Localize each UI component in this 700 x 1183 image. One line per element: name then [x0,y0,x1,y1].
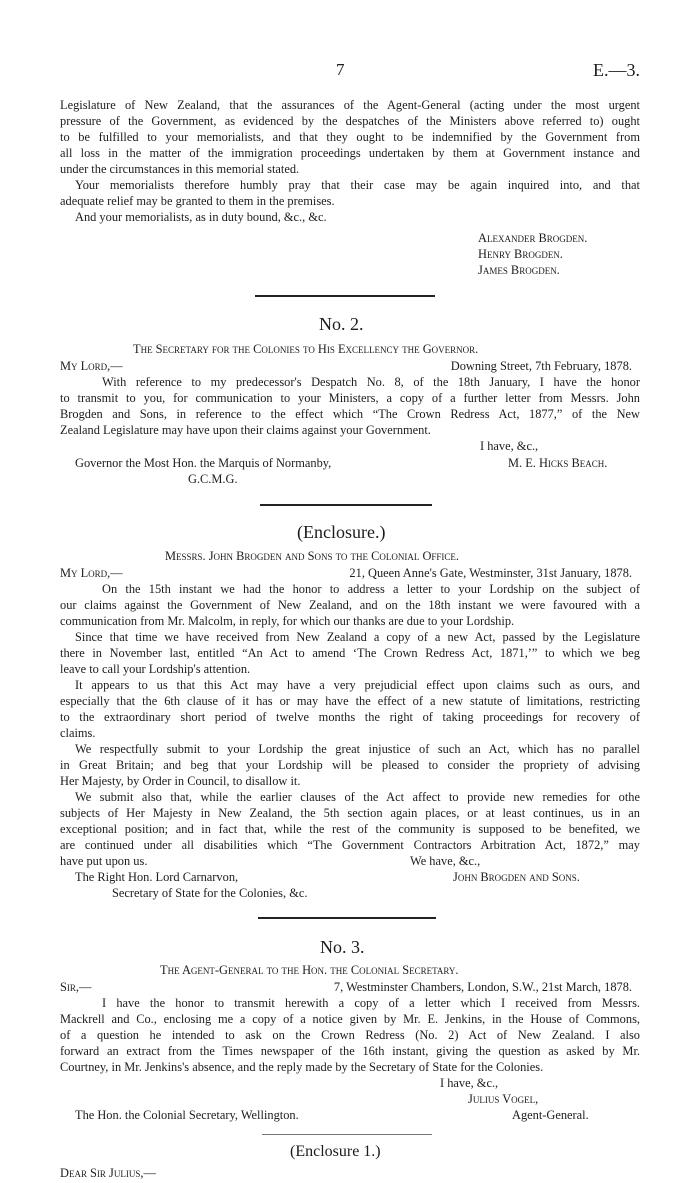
letter-line: forward an extract from the Times newspaper of the 16th instant, giving the question as asked by Mr. [60,1044,640,1058]
section-heading-enclosure: (Enclosure.) [297,522,386,542]
letter-line: I have the honor to transmit herewith a copy of a letter which I received from Messrs. [102,996,640,1010]
letter-line: Courtney, in Mr. Jenkins's absence, and the reply made by the Secretary of State for the Colonies. [60,1060,544,1074]
memorial-line: all loss in the matter of the immigration proceedings undertaken by them at Government instance and [60,146,640,160]
letter-line: With reference to my predecessor's Despatch No. 8, of the 18th January, I have the honor [102,375,640,389]
letter-line: Zealand Legislature may have upon their claims against your Government. [60,423,431,437]
memorial-line: under the circumstances in this memorial stated. [60,162,300,176]
section-divider [258,917,436,919]
signature: John Brogden and Sons. [453,870,580,884]
letter-line: leave to call your Lordship's attention. [60,662,251,676]
salutation: My Lord,— [60,566,123,580]
letter-subheading: The Secretary for the Colonies to His Excellency the Governor. [133,342,479,356]
memorial-line: pressure of the Government, as evidenced by the despatches of the Ministers above referred to) ought [60,114,640,128]
signatory: Henry Brogden. [478,247,563,261]
letter-line: Her Majesty, by Order in Council, to disallow it. [60,774,301,788]
closing: We have, &c., [410,854,481,868]
addressee: The Hon. the Colonial Secretary, Wellington. [75,1108,299,1122]
section-heading-no3: No. 3. [320,937,365,957]
letter-line: claims. [60,726,96,740]
letter-line: there in November last, entitled “An Act to amend ‘The Crown Redress Act, 1871,’” to which we beg [60,646,640,660]
signature: M. E. Hicks Beach. [508,456,608,470]
signatory: James Brogden. [478,263,560,277]
letter-line: Mackrell and Co., enclosing me a copy of a notice given by Mr. E. Jenkins, in the House of Commons, [60,1012,640,1026]
dateline: 7, Westminster Chambers, London, S.W., 21st March, 1878. [333,980,632,994]
letter-line: to the extraordinary short period of twelve months the right of taking proceedings for recovery of [60,710,640,724]
letter-line: of a question he intended to ask on the Crown Redress (No. 2) Act of New Zealand. I also [60,1028,640,1042]
signer-title: Agent-General. [512,1108,589,1122]
letter-line: have put upon us. [60,854,148,868]
addressee-title: Secretary of State for the Colonies, &c. [112,886,308,900]
letter-subheading: Messrs. John Brogden and Sons to the Colonial Office. [165,549,460,563]
letter-line: We submit also that, while the earlier clauses of the Act affect to provide new remedies for othe [75,790,640,804]
addressee-title: G.C.M.G. [188,472,238,486]
section-heading-enclosure-1: (Enclosure 1.) [290,1143,381,1160]
memorial-line: adequate relief may be granted to them in the premises. [60,194,335,208]
letter-line: especially that the 6th clause of it has or may have the effect of a new statute of limitations, restricting [60,694,640,708]
section-divider [255,295,435,297]
signature: Julius Vogel, [468,1092,539,1106]
page-number: 7 [336,60,345,79]
memorial-line: Legislature of New Zealand, that the assurances of the Agent-General (acting under the most urgent [60,98,640,112]
signatory: Alexander Brogden. [478,231,588,245]
addressee: Governor the Most Hon. the Marquis of Normanby, [75,456,332,470]
letter-line: in Great Britain; and beg that your Lordship will be pleased to consider the propriety of advising [60,758,640,772]
letter-line: It appears to us that this Act may have a very prejudicial effect upon claims such as ours, and [75,678,640,692]
letter-line: communication from Mr. Malcolm, in reply, for which our thanks are due to your Lordship. [60,614,515,628]
letter-subheading: The Agent-General to the Hon. the Colonial Secretary. [160,963,459,977]
letter-line: our claims against the Government of New Zealand, and on the 18th instant we were favoured with a [60,598,640,612]
document-reference: E.—3. [593,60,640,80]
section-divider [262,1134,432,1135]
letter-line: Since that time we have received from New Zealand a copy of a new Act, passed by the Legislature [75,630,640,644]
letter-line: subjects of Her Majesty in New Zealand, the 5th section again places, or at least continues, us in an [60,806,640,820]
closing: I have, &c., [440,1076,499,1090]
closing: I have, &c., [480,439,539,453]
letter-line: Brogden and Sons, in reference to the effect which “The Crown Redress Act, 1877,” of the New [60,407,640,421]
salutation: Sir,— [60,980,92,994]
letter-line: exceptional position; and in fact that, while the rest of the community is supposed to be benefited, we [60,822,640,836]
memorial-line: Your memorialists therefore humbly pray that their case may be again inquired into, and that [75,178,640,192]
dateline: 21, Queen Anne's Gate, Westminster, 31st January, 1878. [349,566,632,580]
letter-line: are continued under all disabilities which “The Government Contractors Arbitration Act, 1872,” may [60,838,640,852]
salutation: Dear Sir Julius,— [60,1166,156,1180]
section-divider [260,504,432,506]
memorial-line: And your memorialists, as in duty bound, &c., &c. [75,210,327,224]
dateline: Downing Street, 7th February, 1878. [450,359,632,373]
section-heading-no2: No. 2. [319,314,364,334]
addressee: The Right Hon. Lord Carnarvon, [75,870,239,884]
letter-line: We respectfully submit to your Lordship the great injustice of such an Act, which has no parallel [75,742,640,756]
letter-line: to transmit to you, for communication to your Ministers, a copy of a further letter from Messrs. John [60,391,640,405]
letter-line: On the 15th instant we had the honor to address a letter to your Lordship on the subject of [102,582,640,596]
memorial-line: to be fulfilled to your memorialists, and that they ought to be indemnified by the Government from [60,130,640,144]
salutation: My Lord,— [60,359,123,373]
